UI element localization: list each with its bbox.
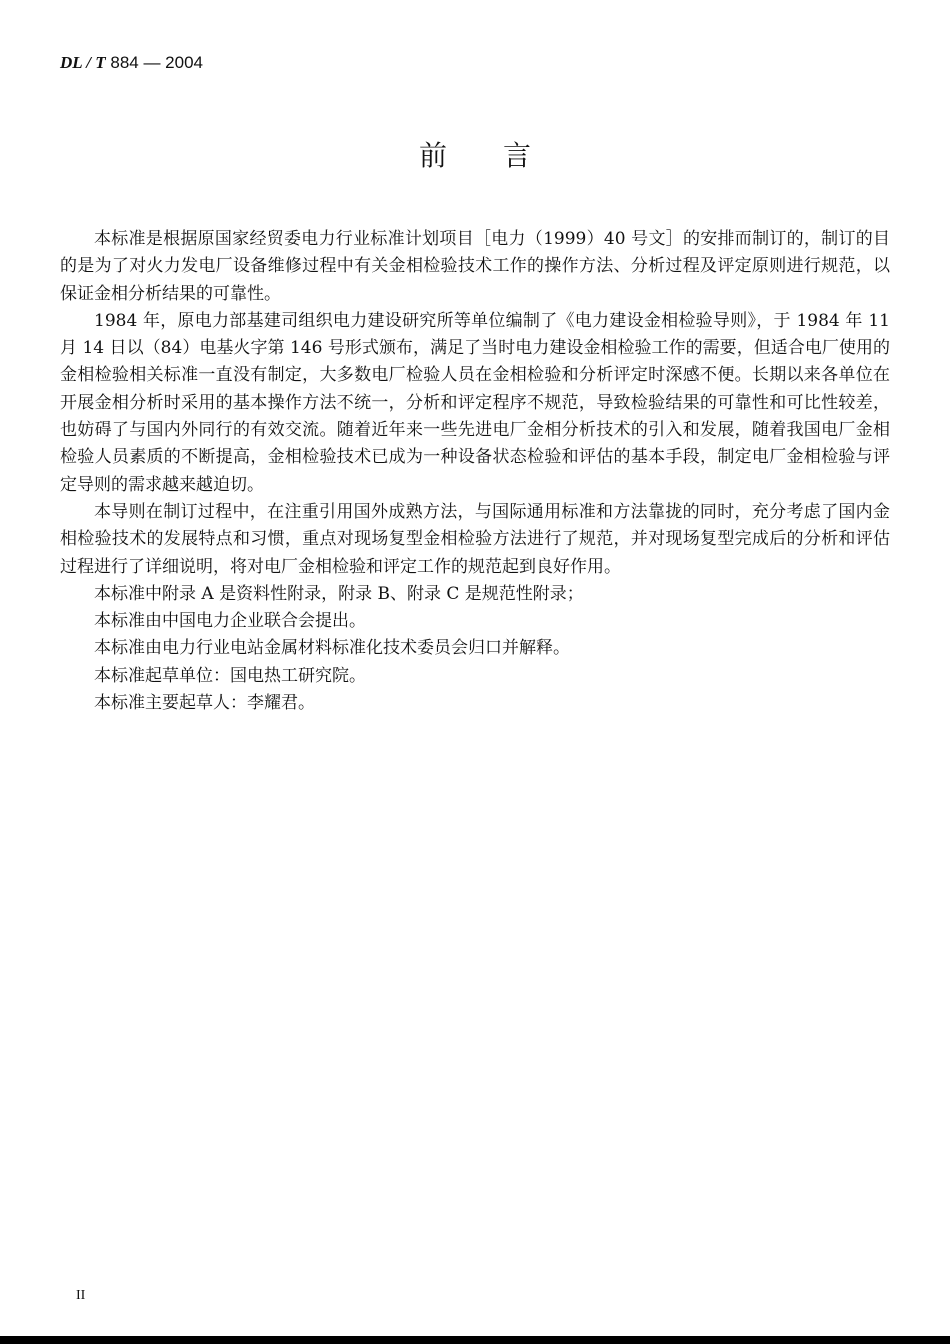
paragraph: 本标准主要起草人：李耀君。 [94,693,315,714]
document-code-prefix: DL / T [60,53,106,72]
paragraph: 本导则在制订过程中，在注重引用国外成熟方法，与国际通用标准和方法靠拢的同时，充分考虑了国内金相检验技术的发展特点和习惯，重点对现场复型金相检验方法进行了规范，并对现场复型完成后的分析和评估过程进行了详细说明，将对电厂金相检验和评定工作的规范起到良好作用。 [60,501,890,577]
paragraph: 1984 年，原电力部基建司组织电力建设研究所等单位编制了《电力建设金相检验导则》，于 1984 年 11 月 14 日以（84）电基火字第 146 号形式颁布，满足了当时电力建设金相检验工作的需要，但适合电厂使用的金相检验相关标准一直没有制定，大多数电厂检验人员在金相检验和分析评定时深感不便。长期以来各单位在开展金相分析时采用的基本操作方法不统一，分析和评定程序不规范，导致检验结果的可靠性和可比性较差，也妨碍了与国内外同行的有效交流。随着近年来一些先进电厂金相分析技术的引入和发展，随着我国电厂金相检验人员素质的不断提高，金相检验技术已成为一种设备状态检验和评估的基本手段，制定电厂金相检验与评定导则的需求越来越迫切。 [60,310,890,495]
page-title: 前言 [418,139,587,172]
page-number: II [76,1288,86,1303]
document-code [60,52,203,74]
paragraph: 本标准由中国电力企业联合会提出。 [94,611,366,632]
preface-body [60,226,890,717]
document-code-number: 884 — 2004 [105,53,203,72]
paragraph: 本标准由电力行业电站金属材料标准化技术委员会归口并解释。 [94,638,570,659]
paragraph: 本标准是根据原国家经贸委电力行业标准计划项目［电力（1999）40 号文］的安排而制订的，制订的目的是为了对火力发电厂设备维修过程中有关金相检验技术工作的操作方法、分析过程及评定原则进行规范，以保证金相分析结果的可靠性。 [60,229,890,304]
paragraph: 本标准起草单位：国电热工研究院。 [94,665,366,686]
paragraph: 本标准中附录 A 是资料性附录，附录 B、附录 C 是规范性附录； [94,583,584,604]
bottom-border [0,1336,950,1344]
